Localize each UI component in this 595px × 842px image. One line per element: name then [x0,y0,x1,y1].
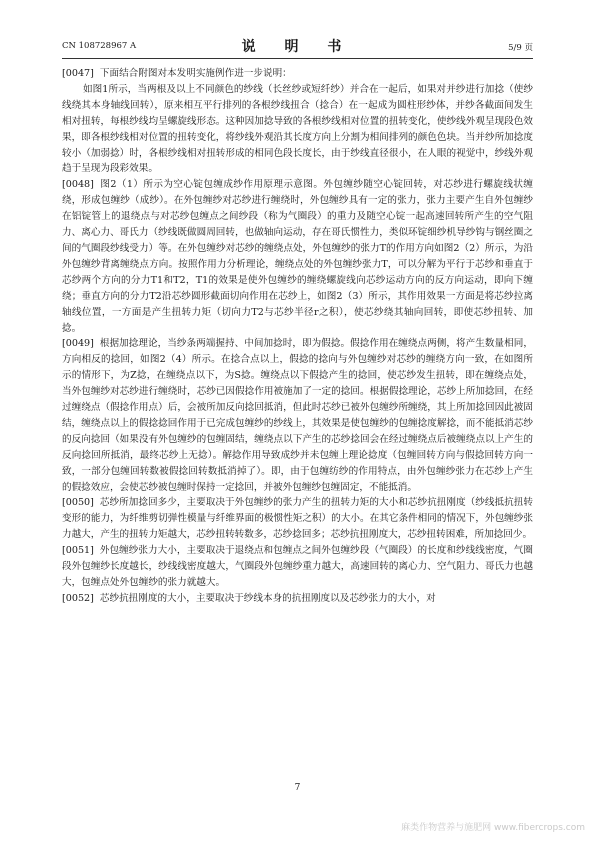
paragraph-text: 图2（1）所示为空心锭包缠成纱作用原理示意图。外包缠纱随空心锭回转，对芯纱进行螺旋线状缠绕，形成包缠纱（成纱）。在外包缠纱对芯纱进行缠绕时，外包缠纱具有一定的张力，张力主要产生自外包缠纱在铝锭管上的退绕点与对芯纱包缠点之间纱段（称为气圈段）的重力及随空心锭一起高速回转所产生的空气阻力、离心力、哥氏力（纱线既做圆周回转，也做轴向运动，存在哥氏惯性力，类似环锭细纱机导纱钩与钢丝圈之间的气圈段纱线受力）等。在外包缠纱对芯纱的缠绕点处，外包缠纱的张力T的作用方向如图2（2）所示，为沿外包缠纱背离缠绕点方向。按照作用力分析理论，缠绕点处的外包缠纱张力T，可以分解为平行于芯纱和垂直于芯纱两个方向的分力T1和T2，T1的效果是使外包缠纱的缠绕螺旋线向芯纱运动方向的反方向运动，即向下缠绕；垂直方向的分力T2沿芯纱圆形截面切向作用在芯纱上，如图2（3）所示，其作用效果一方面是将芯纱拉离轴线位置，一方面是产生扭转力矩（切向力T2与芯纱半径r之积），使芯纱绕其轴向回转，即使芯纱扭转、加捻。 [62,179,533,334]
paragraph-text: 外包缠纱张力大小，主要取决于退绕点和包缠点之间外包缠纱段（气圈段）的长度和纱线线密度，气圈段外包缠纱长度越长，纱线线密度越大，气圈段外包缠纱重力越大，高速回转的离心力、空气阻力、哥氏力也越大，包缠点处外包缠纱的张力就越大。 [62,545,533,588]
paragraph-0050 [62,495,533,543]
site-watermark: 麻类作物营养与施肥网 www.fibercrops.com [401,823,585,833]
page-header [62,36,533,56]
paragraph-number: [0052] [62,592,94,604]
paragraph-0051 [62,543,533,591]
paragraph-0048 [62,177,533,336]
page-number: 7 [294,783,301,793]
header-rule [62,58,533,59]
paragraph-0047-cont [62,82,533,177]
paragraph-text: 下面结合附图对本发明实施例作进一步说明： [99,68,292,79]
paragraph-text: 如图1所示，当两根及以上不同颜色的纱线（长丝纱或短纤纱）并合在一起后，如果对并纱进行加捻（使纱线绕其本身轴线回转），原来相互平行排列的各根纱线扭合（捻合）在一起成为圆柱形纱体，并纱各截面间发生相对扭转，每根纱线均呈螺旋线形态。这种因加捻导致的各根纱线相对位置的扭转变化，使纱线外观呈现段色效果，即各根纱线相对位置的扭转变化，将纱线外观沿其长度方向上分割为相间排列的颜色色块。当并纱所加捻度较小（加弱捻）时，各根纱线相对扭转形成的相同色段长度长，由于纱线直径很小，在人眼的视觉中，纱线外观趋于呈现为段彩效果。 [62,83,533,175]
document-title: 说 明 书 [241,39,354,55]
paragraph-text: 芯纱所加捻回多少，主要取决于外包缠纱的张力产生的扭转力矩的大小和芯纱抗扭刚度（纱线抵抗扭转变形的能力，为纤维剪切弹性模量与纤维界面的极惯性矩之积）的大小。在其它条件相同的情况下，外包缠纱张力越大，产生的扭转力矩越大，芯纱扭转转数多，芯纱捻回多；芯纱抗扭刚度大，芯纱扭转困难，所加捻回少。 [62,497,533,541]
page-counter: 5/9 页 [508,43,533,53]
paragraph-number: [0049] [62,338,94,350]
paragraph-0049 [62,336,533,495]
patent-number: CN 108728967 A [62,41,137,51]
document-body [62,66,533,607]
paragraph-text: 芯纱抗扭刚度的大小，主要取决于纱线本身的抗扭刚度以及芯纱张力的大小，对 [99,592,436,604]
paragraph-number: [0047] [62,68,94,79]
paragraph-number: [0051] [62,545,94,557]
paragraph-text: 根据加捻理论，当纱条两端握持、中间加捻时，即为假捻。假捻作用在缠绕点两侧，将产生数量相同，方向相反的捻回，如图2（4）所示。在捻合点以上，假捻的捻向与外包缠纱对芯纱的缠绕方向一致，在如图所示的情形下，为Z捻，在缠绕点以下，为S捻。缠绕点以下假捻产生的捻回，使芯纱发生扭转，即在缠绕点处，当外包缠纱对芯纱进行缠绕时，芯纱已因假捻作用被施加了一定的捻回。根据假捻理论，芯纱上所加捻回，在经过缠绕点（假捻作用点）后，会被所加反向捻回抵消，但此时芯纱已被外包缠纱所缠绕，其上所加捻回因此被固结，缠绕点以上的假捻捻回作用于已完成包缠纱的纱线上，其效果是使包缠纱的包缠捻度解捻，而不能抵消芯纱的反向捻回（如果没有外包缠纱的包缠固结，缠绕点以下产生的芯纱捻回会在经过缠绕点后被缠绕点以上产生的反向捻回所抵消，最终芯纱上无捻）。解捻作用导致成纱并未包缠上理论捻度（包缠回转方向与假捻回转方向一致，一部分包缠回转数被假捻回转数抵消掉了）。即，由于包缠纺纱的作用特点，由外包缠纱张力在芯纱上产生的假捻效应，会使芯纱被包缠时保持一定捻回，并被外包缠纱包缠固定，不能抵消。 [62,338,533,493]
paragraph-0052 [62,591,533,607]
paragraph-0047 [62,66,533,82]
paragraph-number: [0048] [62,179,94,191]
paragraph-number: [0050] [62,497,94,509]
